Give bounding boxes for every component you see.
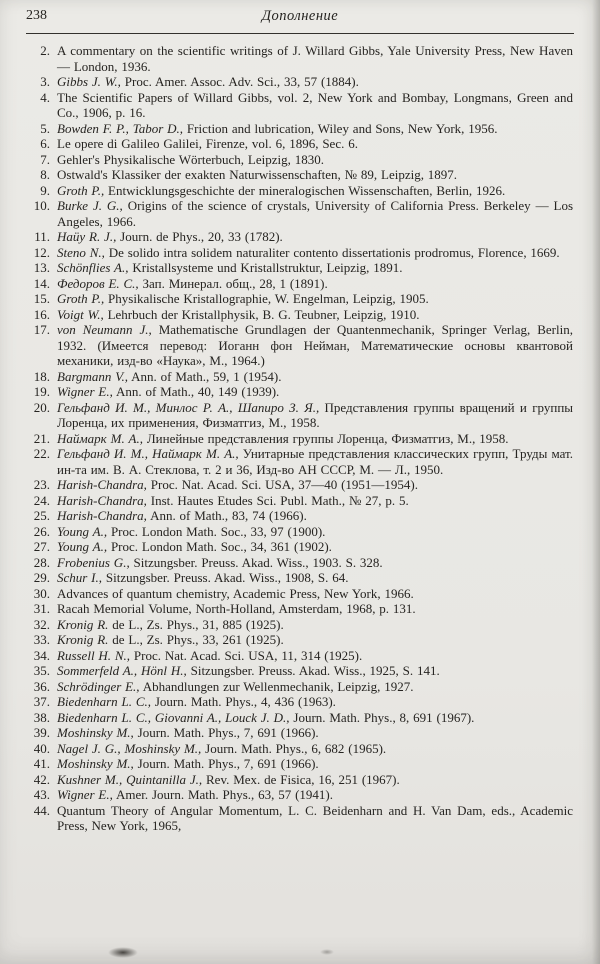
reference-text: Sitzungsber. Preuss. Akad. Wiss., 1903. S. 328.	[129, 554, 383, 570]
reference-body	[57, 400, 573, 431]
reference-text: Lehrbuch der Kristallphysik, B. G. Teubner, Leipzig, 1910.	[103, 306, 420, 322]
reference-authors: von Neumann J.,	[57, 322, 152, 337]
reference-authors: Burke J. G.,	[57, 198, 123, 213]
reference-item	[27, 198, 573, 229]
reference-number: 17.	[33, 322, 50, 337]
reference-text: Зап. Минерал. общ., 28, 1 (1891).	[138, 275, 328, 291]
reference-body	[57, 90, 573, 121]
reference-item	[27, 446, 573, 477]
reference-item	[27, 586, 573, 602]
reference-item	[27, 43, 573, 74]
reference-number: 26.	[33, 523, 50, 539]
reference-body	[57, 291, 573, 307]
reference-body	[57, 276, 573, 292]
reference-body	[57, 322, 573, 369]
reference-body	[57, 741, 573, 757]
reference-number: 28.	[33, 554, 50, 570]
reference-item	[27, 431, 573, 447]
reference-authors: Schur I.,	[57, 570, 103, 585]
reference-item	[27, 291, 573, 307]
reference-body	[57, 617, 573, 633]
reference-number: 18.	[33, 368, 50, 384]
reference-authors: Harish-Chandra,	[57, 477, 147, 492]
reference-body	[57, 632, 573, 648]
reference-text: De solido intra solidem naturaliter contento dissertationis prodromus, Florence, 1669.	[104, 244, 560, 260]
reference-text: Ann. of Math., 59, 1 (1954).	[128, 368, 282, 384]
reference-number: 35.	[33, 663, 50, 678]
reference-body	[57, 260, 573, 276]
reference-body	[57, 694, 573, 710]
reference-text: Ann. of Math., 40, 149 (1939).	[112, 384, 280, 399]
reference-authors: Groth P.,	[57, 291, 105, 306]
reference-body	[57, 663, 573, 679]
reference-body	[57, 245, 573, 261]
reference-body	[57, 725, 573, 741]
reference-item	[27, 90, 573, 121]
reference-text: Ann. of Math., 83, 74 (1966).	[146, 508, 307, 523]
reference-text: Proc. Nat. Acad. Sci. USA, 37—40 (1951—1954).	[146, 477, 418, 492]
reference-number: 38.	[33, 709, 50, 725]
scan-artifact	[320, 949, 334, 955]
reference-number: 40.	[33, 740, 50, 756]
reference-text: The Scientific Papers of Willard Gibbs, vol. 2, New York and Bombay, Longmans, Green and Co., 1906, p. 16.	[57, 89, 573, 120]
reference-text: Sitzungsber. Preuss. Akad. Wiss., 1908, S. 64.	[102, 570, 349, 585]
reference-item	[27, 322, 573, 369]
reference-item	[27, 183, 573, 199]
reference-number: 12.	[33, 244, 50, 260]
reference-number: 42.	[33, 771, 50, 787]
reference-text: Advances of quantum chemistry, Academic Press, New York, 1966.	[57, 585, 414, 601]
reference-item	[27, 601, 573, 617]
reference-item	[27, 679, 573, 695]
running-head: Дополнение	[261, 8, 339, 24]
reference-authors: Гельфанд И. М., Наймарк М. А.,	[57, 446, 239, 461]
reference-number: 13.	[33, 260, 50, 275]
reference-body	[57, 772, 573, 788]
reference-number: 32.	[33, 616, 50, 632]
reference-item	[27, 307, 573, 323]
reference-text: Le opere di Galileo Galilei, Firenze, vol. 6, 1896, Sec. 6.	[57, 136, 358, 151]
reference-text: Amer. Journ. Math. Phys., 63, 57 (1941).	[112, 787, 333, 802]
reference-authors: Kronig R.	[57, 616, 109, 632]
reference-text: Sitzungsber. Preuss. Akad. Wiss., 1925, S. 141.	[186, 663, 440, 678]
reference-number: 22.	[33, 446, 50, 461]
reference-item	[27, 477, 573, 493]
reference-text: Journ. de Phys., 20, 33 (1782).	[116, 229, 283, 244]
reference-number: 25.	[33, 508, 50, 523]
reference-item	[27, 648, 573, 664]
reference-number: 29.	[33, 570, 50, 585]
reference-authors: Наймарк М. А.,	[57, 430, 143, 446]
reference-list	[0, 34, 600, 834]
reference-authors: Kronig R.	[57, 632, 109, 647]
reference-number: 15.	[33, 291, 50, 306]
reference-authors: Steno N.,	[57, 244, 105, 260]
reference-body	[57, 43, 573, 74]
reference-item	[27, 384, 573, 400]
reference-text: Mathematische Grundlagen der Quantenmechanik, Springer Verlag, Berlin, 1932. (Имеется перевод: Иоганн фон Нейман, Математические основы квантовой механики, изд-во «Наука», М., 1964.)	[57, 322, 573, 368]
reference-text: Journ. Math. Phys., 8, 691 (1967).	[289, 709, 475, 725]
reference-item	[27, 260, 573, 276]
reference-item	[27, 524, 573, 540]
reference-body	[57, 369, 573, 385]
reference-item	[27, 400, 573, 431]
reference-body	[57, 679, 573, 695]
reference-text: Physikalische Kristallographie, W. Engelman, Leipzig, 1905.	[104, 291, 429, 306]
reference-body	[57, 152, 573, 168]
reference-item	[27, 632, 573, 648]
reference-body	[57, 446, 573, 477]
reference-authors: Biedenharn L. C.,	[57, 694, 152, 709]
reference-authors: Nagel J. G., Moshinsky M.,	[57, 740, 202, 756]
reference-authors: Sommerfeld A., Hönl H.,	[57, 663, 187, 678]
reference-text: Kristallsysteme und Kristallstruktur, Leipzig, 1891.	[128, 260, 403, 275]
reference-item	[27, 229, 573, 245]
reference-item	[27, 276, 573, 292]
reference-item	[27, 245, 573, 261]
reference-text: A commentary on the scientific writings of J. Willard Gibbs, Yale University Press, New Haven — London, 1936.	[57, 43, 573, 74]
reference-authors: Young A.,	[57, 523, 108, 539]
reference-body	[57, 710, 573, 726]
reference-body	[57, 493, 573, 509]
reference-number: 39.	[33, 725, 50, 740]
reference-text: Journ. Math. Phys., 7, 691 (1966).	[133, 756, 319, 771]
reference-authors: Russell H. N.,	[57, 647, 131, 663]
reference-text: Entwicklungsgeschichte der mineralogischen Wissenschaften, Berlin, 1926.	[104, 182, 506, 198]
reference-number: 4.	[40, 89, 50, 105]
reference-number: 6.	[40, 136, 50, 151]
reference-body	[57, 803, 573, 834]
reference-body	[57, 648, 573, 664]
reference-authors: Schönflies A.,	[57, 260, 129, 275]
reference-number: 10.	[33, 198, 50, 213]
reference-text: Ostwald's Klassiker der exakten Naturwissenschaften, № 89, Leipzig, 1897.	[57, 167, 458, 182]
reference-item	[27, 772, 573, 788]
reference-number: 36.	[33, 678, 50, 694]
reference-item	[27, 167, 573, 183]
reference-text: Inst. Hautes Etudes Sci. Publ. Math., № 27, p. 5.	[146, 492, 409, 508]
reference-item	[27, 493, 573, 509]
reference-number: 30.	[33, 585, 50, 601]
reference-authors: Bargmann V.,	[57, 368, 129, 384]
reference-body	[57, 539, 573, 555]
reference-item	[27, 725, 573, 741]
reference-text: Journ. Math. Phys., 7, 691 (1966).	[133, 725, 319, 740]
reference-number: 41.	[33, 756, 50, 771]
reference-item	[27, 570, 573, 586]
reference-number: 3.	[40, 74, 50, 89]
reference-item	[27, 741, 573, 757]
reference-text: Journ. Math. Phys., 6, 682 (1965).	[201, 740, 387, 756]
reference-text: Rev. Mex. de Fisica, 16, 251 (1967).	[202, 771, 400, 787]
reference-body	[57, 136, 573, 152]
reference-number: 2.	[40, 43, 50, 58]
reference-number: 5.	[40, 120, 50, 136]
reference-number: 16.	[33, 306, 50, 322]
reference-authors: Гельфанд И. М., Минлос Р. А., Шапиро З. Я.,	[57, 399, 320, 415]
reference-number: 27.	[33, 539, 50, 554]
reference-item	[27, 803, 573, 834]
reference-body	[57, 787, 573, 803]
reference-number: 23.	[33, 477, 50, 492]
reference-item	[27, 508, 573, 524]
reference-authors: Moshinsky M.,	[57, 756, 134, 771]
reference-body	[57, 586, 573, 602]
reference-item	[27, 756, 573, 772]
reference-authors: Groth P.,	[57, 182, 105, 198]
reference-text: Gehler's Physikalische Wörterbuch, Leipzig, 1830.	[57, 151, 324, 167]
reference-item	[27, 663, 573, 679]
reference-number: 8.	[40, 167, 50, 182]
reference-body	[57, 183, 573, 199]
reference-authors: Biedenharn L. C., Giovanni A., Louck J. D.,	[57, 709, 290, 725]
reference-authors: Schrödinger E.,	[57, 678, 140, 694]
reference-number: 31.	[33, 601, 50, 616]
reference-number: 9.	[40, 182, 50, 198]
reference-authors: Gibbs J. W.,	[57, 74, 121, 89]
reference-text: Quantum Theory of Angular Momentum, L. C. Beidenharn and H. Van Dam, eds., Academic Press, New York, 1965,	[57, 802, 573, 833]
reference-body	[57, 384, 573, 400]
reference-body	[57, 431, 573, 447]
reference-number: 21.	[33, 430, 50, 446]
reference-number: 14.	[33, 275, 50, 291]
reference-number: 7.	[40, 151, 50, 167]
reference-authors: Frobenius G.,	[57, 554, 130, 570]
reference-text: Proc. London Math. Soc., 33, 97 (1900).	[107, 523, 326, 539]
reference-text: Abhandlungen zur Wellenmechanik, Leipzig, 1927.	[139, 678, 414, 694]
reference-item	[27, 74, 573, 90]
reference-body	[57, 74, 573, 90]
reference-item	[27, 121, 573, 137]
reference-item	[27, 369, 573, 385]
reference-text: Journ. Math. Phys., 4, 436 (1963).	[151, 694, 336, 709]
reference-text: Origins of the science of crystals, University of California Press. Berkeley — Los Angeles, 1966.	[57, 198, 574, 229]
reference-body	[57, 307, 573, 323]
reference-body	[57, 508, 573, 524]
reference-text: de L., Zs. Phys., 33, 261 (1925).	[108, 632, 284, 647]
reference-authors: Harish-Chandra,	[57, 492, 147, 508]
reference-authors: Kushner M., Quintanilla J.,	[57, 771, 203, 787]
reference-authors: Wigner E.,	[57, 384, 113, 399]
reference-text: Racah Memorial Volume, North-Holland, Amsterdam, 1968, p. 131.	[57, 601, 416, 616]
reference-item	[27, 555, 573, 571]
scan-edge-shadow	[592, 0, 600, 964]
reference-number: 11.	[34, 229, 50, 244]
reference-body	[57, 121, 573, 137]
reference-text: Представления группы вращений и группы Лоренца, их применения, Физматгиз, М., 1958.	[57, 399, 574, 430]
reference-number: 20.	[33, 399, 50, 415]
reference-authors: Young A.,	[57, 539, 108, 554]
reference-body	[57, 477, 573, 493]
reference-number: 34.	[33, 647, 50, 663]
reference-item	[27, 694, 573, 710]
reference-authors: Moshinsky M.,	[57, 725, 134, 740]
reference-number: 43.	[33, 787, 50, 802]
reference-authors: Haüy R. J.,	[57, 229, 117, 244]
reference-number: 44.	[33, 802, 50, 818]
reference-item	[27, 617, 573, 633]
reference-text: Friction and lubrication, Wiley and Sons, New York, 1956.	[183, 120, 498, 136]
reference-body	[57, 570, 573, 586]
reference-number: 33.	[33, 632, 50, 647]
reference-item	[27, 136, 573, 152]
reference-body	[57, 555, 573, 571]
reference-text: Proc. Nat. Acad. Sci. USA, 11, 314 (1925).	[130, 647, 363, 663]
scan-artifact	[108, 947, 138, 958]
reference-item	[27, 152, 573, 168]
reference-item	[27, 710, 573, 726]
reference-text: Proc. Amer. Assoc. Adv. Sci., 33, 57 (1884).	[120, 74, 359, 89]
reference-number: 24.	[33, 492, 50, 508]
reference-item	[27, 539, 573, 555]
reference-body	[57, 167, 573, 183]
reference-authors: Федоров Е. С.,	[57, 275, 139, 291]
reference-body	[57, 229, 573, 245]
reference-item	[27, 787, 573, 803]
reference-authors: Voigt W.,	[57, 306, 104, 322]
reference-authors: Harish-Chandra,	[57, 508, 147, 523]
page-number: 238	[26, 8, 47, 23]
reference-text: Proc. London Math. Soc., 34, 361 (1902).	[107, 539, 332, 554]
reference-text: de L., Zs. Phys., 31, 885 (1925).	[108, 616, 284, 632]
reference-number: 19.	[33, 384, 50, 399]
reference-number: 37.	[33, 694, 50, 709]
reference-authors: Bowden F. P., Tabor D.,	[57, 120, 184, 136]
reference-body	[57, 756, 573, 772]
reference-text: Унитарные представления классических групп, Труды мат. ин-та им. В. А. Стеклова, т. 2 и 36, Изд-во АН СССР, М. — Л., 1950.	[57, 446, 573, 477]
reference-authors: Wigner E.,	[57, 787, 113, 802]
reference-text: Линейные представления группы Лоренца, Физматгиз, М., 1958.	[143, 430, 509, 446]
reference-body	[57, 601, 573, 617]
page-header	[0, 0, 600, 29]
reference-body	[57, 198, 573, 229]
reference-body	[57, 524, 573, 540]
